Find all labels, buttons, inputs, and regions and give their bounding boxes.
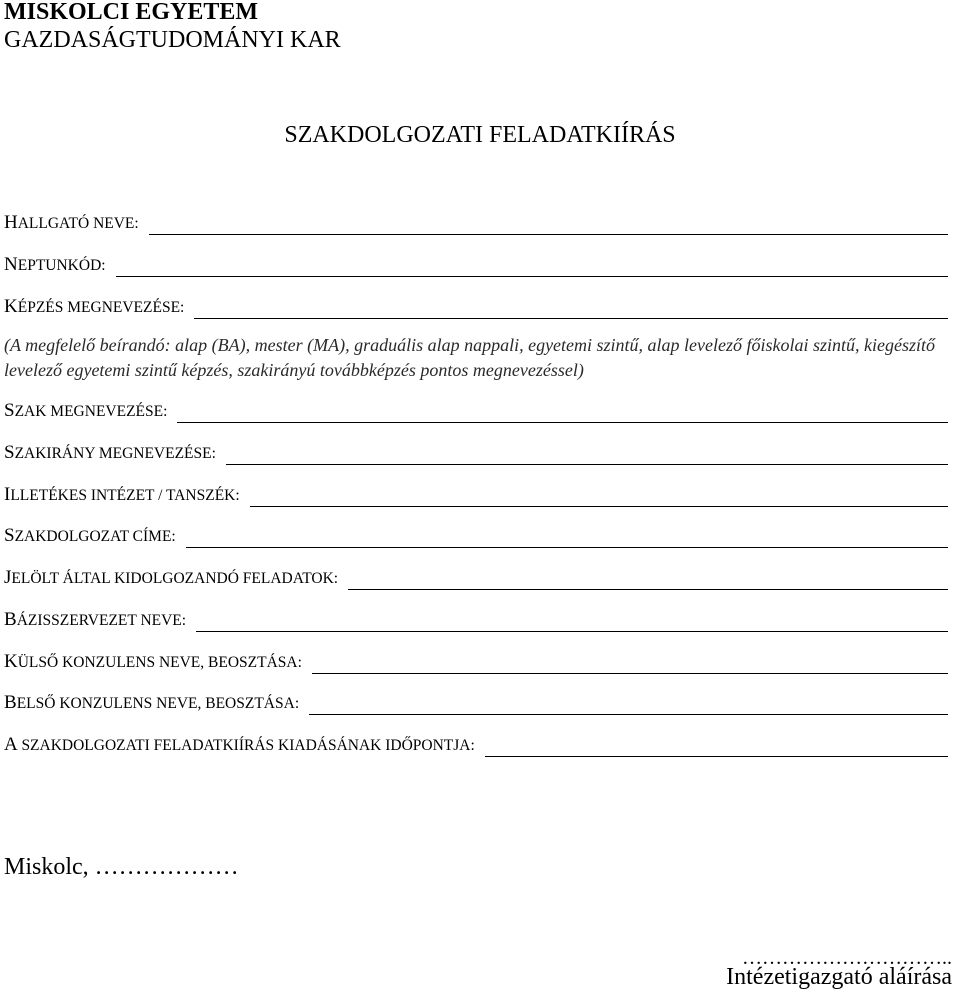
fill-in-line[interactable]: [177, 404, 948, 423]
university-name: MISKOLCI EGYETEM: [4, 0, 259, 25]
field-institute: [4, 484, 948, 507]
fill-in-line[interactable]: [226, 446, 948, 465]
document-title: SZAKDOLGOZATI FELADATKIÍRÁS: [284, 122, 676, 148]
field-label: BELSŐ KONZULENS NEVE, BEOSZTÁSA:: [4, 692, 300, 713]
field-tasks: [4, 567, 948, 590]
field-internal-consultant: [4, 692, 948, 715]
training-note: (A megfelelő beírandó: alap (BA), mester (MA), graduális alap nappali, egyetemi szintű, alap levelező főiskolai szintű, kiegészítő levelező egyetemi szintű képzés, szakirányú továbbképzés pontos megnevezéssel): [4, 335, 936, 380]
fill-in-line[interactable]: [149, 216, 948, 235]
fill-in-line[interactable]: [194, 300, 948, 319]
field-issue-date: [4, 734, 948, 757]
fill-in-line[interactable]: [250, 488, 948, 507]
field-label: NEPTUNKÓD:: [4, 254, 106, 275]
field-external-consultant: [4, 651, 948, 674]
signature-label: Intézetigazgató aláírása: [726, 964, 952, 990]
fill-in-line[interactable]: [186, 529, 948, 548]
field-label: JELÖLT ÁLTAL KIDOLGOZANDÓ FELADATOK:: [4, 567, 339, 588]
field-specialization-name: [4, 442, 948, 465]
fill-in-line[interactable]: [196, 613, 948, 632]
field-thesis-title: [4, 525, 948, 548]
field-label: ILLETÉKES INTÉZET / TANSZÉK:: [4, 484, 240, 505]
field-major-name: [4, 400, 948, 423]
document-header: [4, 0, 341, 54]
field-label: SZAK MEGNEVEZÉSE:: [4, 400, 168, 421]
fill-in-line[interactable]: [116, 258, 948, 277]
field-label: KÜLSŐ KONZULENS NEVE, BEOSZTÁSA:: [4, 651, 302, 672]
fill-in-line[interactable]: [312, 655, 948, 674]
signature-dotted-line: …………………………..: [742, 947, 952, 969]
field-label: HALLGATÓ NEVE:: [4, 212, 139, 233]
field-label: SZAKDOLGOZAT CÍME:: [4, 525, 176, 546]
field-label: SZAKIRÁNY MEGNEVEZÉSE:: [4, 442, 216, 463]
faculty-name: GAZDASÁGTUDOMÁNYI KAR: [4, 27, 341, 53]
field-base-org: [4, 609, 948, 632]
fill-in-line[interactable]: [485, 738, 948, 757]
place-date-line: Miskolc, ………………: [4, 854, 239, 880]
fill-in-line[interactable]: [348, 571, 948, 590]
field-training-name: [4, 296, 948, 319]
fill-in-line[interactable]: [309, 696, 948, 715]
field-label: BÁZISSZERVEZET NEVE:: [4, 609, 187, 630]
field-label: A SZAKDOLGOZATI FELADATKIÍRÁS KIADÁSÁNAK IDŐPONTJA:: [4, 734, 475, 755]
field-neptun-code: [4, 254, 948, 277]
field-label: KÉPZÉS MEGNEVEZÉSE:: [4, 296, 185, 317]
field-student-name: [4, 212, 948, 235]
